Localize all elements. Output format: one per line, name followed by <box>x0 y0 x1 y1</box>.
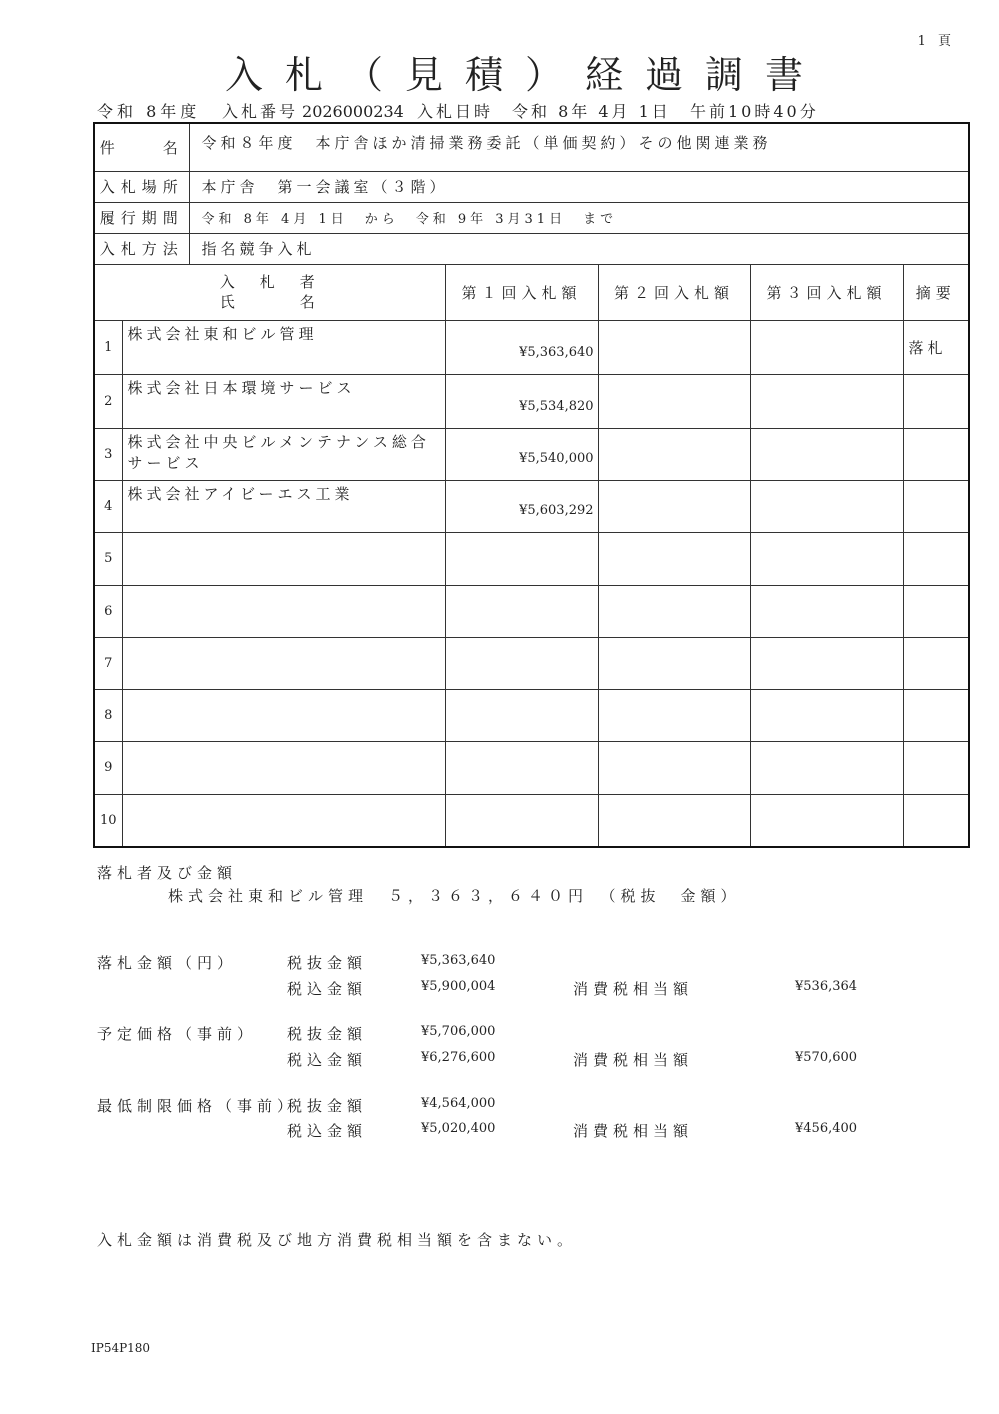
bidder-name <box>122 741 445 794</box>
column-header-row <box>94 264 969 320</box>
planned-price-tax: ¥570,600 <box>795 1050 858 1065</box>
row-number: 8 <box>94 689 122 741</box>
bidder-name: 株式会社中央ビルメンテナンス総合サービス <box>122 428 445 480</box>
row-number: 7 <box>94 637 122 689</box>
minimum-price-label: 最低制限価格（事前） <box>97 1097 298 1115</box>
fiscal-year: 令和 8年度 <box>97 102 201 121</box>
round1-header: 第１回入札額 <box>445 264 598 320</box>
bid-time: 午前10時40分 <box>690 102 819 121</box>
info-value-method: 指名競争入札 <box>189 233 969 264</box>
round3-amount <box>750 480 903 532</box>
round2-amount <box>598 637 750 689</box>
table-row <box>94 585 969 637</box>
incl-tax-label: 税込金額 <box>287 1051 368 1069</box>
row-number: 10 <box>94 794 122 847</box>
round3-amount <box>750 320 903 374</box>
row-number: 3 <box>94 428 122 480</box>
round3-amount <box>750 794 903 847</box>
info-row-subject <box>94 123 969 171</box>
note-header: 摘要 <box>903 264 969 320</box>
round3-amount <box>750 585 903 637</box>
bidder-name <box>122 637 445 689</box>
info-label: 入札場所 <box>94 171 189 202</box>
row-note <box>903 480 969 532</box>
round1-amount: ¥5,534,820 <box>445 374 598 428</box>
info-value-subject: 令和８年度 本庁舎ほか清掃業務委託（単価契約）その他関連業務 <box>189 123 969 171</box>
winner-detail: 株式会社東和ビル管理 ５，３６３，６４０円 （税抜 金額） <box>168 887 741 905</box>
info-label: 履行期間 <box>94 202 189 233</box>
incl-tax-label: 税込金額 <box>287 980 368 998</box>
winning-amount-label: 落札金額（円） <box>97 954 238 972</box>
table-row <box>94 480 969 532</box>
row-note <box>903 532 969 585</box>
bid-number-label: 入札番号 <box>222 102 299 121</box>
info-label: 入札方法 <box>94 233 189 264</box>
round3-amount <box>750 637 903 689</box>
excl-tax-label: 税抜金額 <box>287 1025 368 1043</box>
row-note <box>903 794 969 847</box>
excl-tax-label: 税抜金額 <box>287 1097 368 1115</box>
bidder-name: 株式会社東和ビル管理 <box>122 320 445 374</box>
info-value-place: 本庁舎 第一会議室（３階） <box>189 171 969 202</box>
bidder-header <box>94 264 445 320</box>
round1-amount <box>445 689 598 741</box>
round2-amount <box>598 689 750 741</box>
bidder-name <box>122 585 445 637</box>
info-row-place <box>94 171 969 202</box>
round3-amount <box>750 741 903 794</box>
info-label: 件 名 <box>94 123 189 171</box>
row-note <box>903 374 969 428</box>
row-note <box>903 689 969 741</box>
round2-amount <box>598 374 750 428</box>
row-number: 4 <box>94 480 122 532</box>
form-code: IP54P180 <box>91 1341 151 1355</box>
table-row <box>94 794 969 847</box>
row-number: 5 <box>94 532 122 585</box>
row-note <box>903 585 969 637</box>
info-row-period <box>94 202 969 233</box>
bid-number <box>222 99 404 122</box>
bidder-header-bottom: 氏 名 <box>219 293 320 311</box>
document-title: 入札（見積）経過調書 <box>224 53 825 97</box>
table-row <box>94 374 969 428</box>
table-row <box>94 532 969 585</box>
round3-amount <box>750 532 903 585</box>
row-number: 1 <box>94 320 122 374</box>
round1-amount <box>445 741 598 794</box>
bidder-name <box>122 794 445 847</box>
page-number: 1 頁 <box>917 34 955 49</box>
round2-amount <box>598 428 750 480</box>
round3-amount <box>750 689 903 741</box>
excl-tax-label: 税抜金額 <box>287 954 368 972</box>
round2-amount <box>598 320 750 374</box>
minimum-price-tax: ¥456,400 <box>795 1121 858 1136</box>
planned-price-label: 予定価格（事前） <box>97 1025 258 1043</box>
winning-amount-excl: ¥5,363,640 <box>421 953 496 968</box>
winner-heading: 落札者及び金額 <box>97 864 238 882</box>
row-note: 落札 <box>903 320 969 374</box>
tax-label: 消費税相当額 <box>573 1051 694 1069</box>
planned-price-incl: ¥6,276,600 <box>421 1050 496 1065</box>
bidder-name: 株式会社アイビーエス工業 <box>122 480 445 532</box>
minimum-price-incl: ¥5,020,400 <box>421 1121 496 1136</box>
round2-amount <box>598 585 750 637</box>
tax-label: 消費税相当額 <box>573 980 694 998</box>
incl-tax-label: 税込金額 <box>287 1122 368 1140</box>
bidder-name <box>122 532 445 585</box>
round1-amount: ¥5,603,292 <box>445 480 598 532</box>
table-row <box>94 637 969 689</box>
round2-header: 第２回入札額 <box>598 264 750 320</box>
winning-amount-incl: ¥5,900,004 <box>421 979 496 994</box>
bid-date: 入札日時 令和 8年 4月 1日 <box>417 102 671 121</box>
bidder-name <box>122 689 445 741</box>
round3-amount <box>750 428 903 480</box>
round3-amount <box>750 374 903 428</box>
table-row <box>94 741 969 794</box>
round2-amount <box>598 741 750 794</box>
round1-amount <box>445 637 598 689</box>
winning-amount-tax: ¥536,364 <box>795 979 858 994</box>
row-number: 9 <box>94 741 122 794</box>
round1-amount: ¥5,363,640 <box>445 320 598 374</box>
minimum-price-excl: ¥4,564,000 <box>421 1096 496 1111</box>
table-row <box>94 428 969 480</box>
round1-amount <box>445 532 598 585</box>
round3-header: 第３回入札額 <box>750 264 903 320</box>
row-number: 6 <box>94 585 122 637</box>
footnote: 入札金額は消費税及び地方消費税相当額を含まない。 <box>97 1231 578 1249</box>
round2-amount <box>598 532 750 585</box>
table-row <box>94 689 969 741</box>
row-note <box>903 637 969 689</box>
bid-table <box>93 122 970 848</box>
planned-price-excl: ¥5,706,000 <box>421 1024 496 1039</box>
bidder-header-top: 入 札 者 <box>219 273 320 291</box>
round1-amount <box>445 585 598 637</box>
round1-amount: ¥5,540,000 <box>445 428 598 480</box>
round2-amount <box>598 480 750 532</box>
bid-number-value: 2026000234 <box>302 102 404 121</box>
bidder-name: 株式会社日本環境サービス <box>122 374 445 428</box>
round1-amount <box>445 794 598 847</box>
round2-amount <box>598 794 750 847</box>
info-row-method <box>94 233 969 264</box>
row-note <box>903 428 969 480</box>
row-note <box>903 741 969 794</box>
info-value-period: 令和 8年 4月 1日 から 令和 9年 3月31日 まで <box>189 202 969 233</box>
table-row <box>94 320 969 374</box>
tax-label: 消費税相当額 <box>573 1122 694 1140</box>
row-number: 2 <box>94 374 122 428</box>
